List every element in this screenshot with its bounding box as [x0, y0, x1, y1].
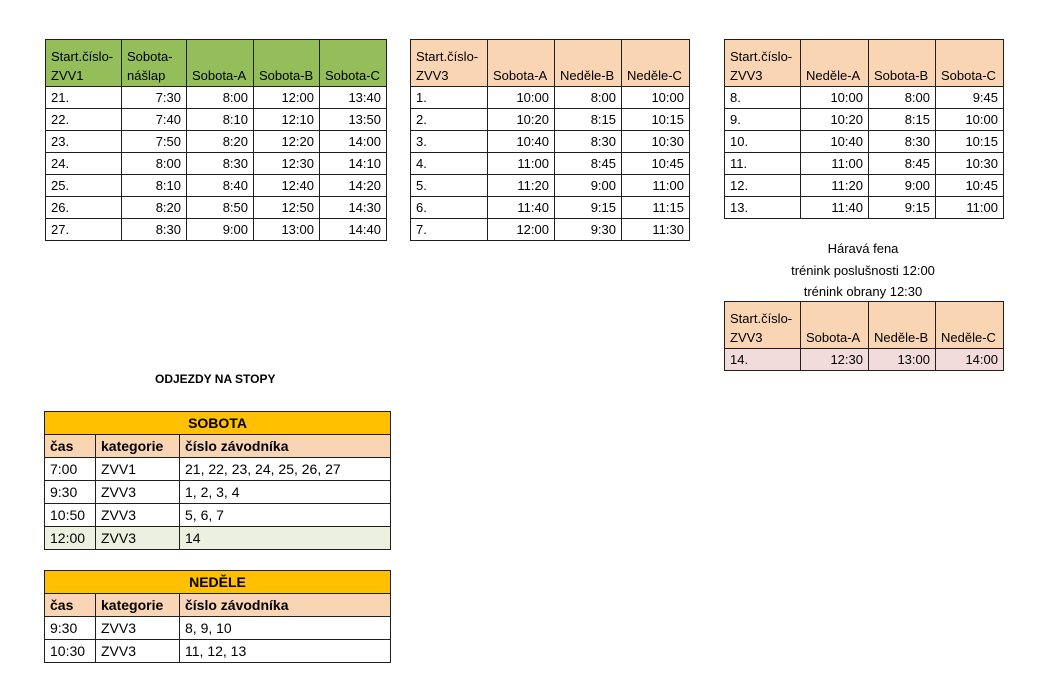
category-cell: ZVV3	[96, 640, 180, 663]
header-cell: Neděle-C	[622, 40, 690, 87]
column-header-row	[45, 435, 391, 458]
header-cell: Start.číslo-ZVV3	[725, 302, 801, 349]
start-number: 11.	[725, 153, 801, 175]
time-cell: 10:30	[936, 153, 1004, 175]
time-cell: 13:00	[254, 219, 320, 241]
time-cell: 14:40	[320, 219, 387, 241]
time-cell: 9:00	[187, 219, 254, 241]
table-row	[411, 153, 690, 175]
start-number: 5.	[411, 175, 488, 197]
table-row	[46, 87, 387, 109]
category-cell: ZVV1	[96, 458, 180, 481]
column-header: číslo závodníka	[180, 594, 391, 617]
time-cell: 10:00	[936, 109, 1004, 131]
time-cell: 7:40	[122, 109, 187, 131]
time-cell: 11:00	[488, 153, 555, 175]
time-cell: 10:00	[488, 87, 555, 109]
time-cell: 9:15	[869, 197, 936, 219]
time-cell: 8:45	[555, 153, 622, 175]
table-row	[411, 219, 690, 241]
competitor-numbers: 5, 6, 7	[180, 504, 391, 527]
time-cell: 8:15	[555, 109, 622, 131]
category-cell: ZVV3	[96, 504, 180, 527]
time-cell: 12:30	[254, 153, 320, 175]
table-row	[46, 131, 387, 153]
start-number: 22.	[46, 109, 122, 131]
time-cell: 10:20	[488, 109, 555, 131]
header-cell: Start.číslo-ZVV3	[411, 40, 488, 87]
time-cell: 8:30	[187, 153, 254, 175]
zvv1-start-table	[45, 39, 387, 241]
time-cell: 13:00	[869, 349, 936, 371]
header-cell: Sobota-A	[187, 40, 254, 87]
time-cell: 8:20	[122, 197, 187, 219]
category-cell: ZVV3	[96, 527, 180, 550]
start-number: 26.	[46, 197, 122, 219]
time-cell: 12:20	[254, 131, 320, 153]
header-cell: Start.číslo-ZVV3	[725, 40, 801, 87]
start-number: 14.	[725, 349, 801, 371]
zvv3-start-table-1	[410, 39, 690, 241]
zvv3-start-table-3	[724, 301, 1004, 371]
time-cell: 8:50	[187, 197, 254, 219]
start-number: 10.	[725, 131, 801, 153]
table-row	[725, 153, 1004, 175]
time-cell: 11:00	[936, 197, 1004, 219]
time-cell: 8:00	[122, 153, 187, 175]
header-cell: Sobota-nášlap	[122, 40, 187, 87]
table-row	[725, 109, 1004, 131]
time-cell: 10:40	[488, 131, 555, 153]
time-cell: 8:45	[869, 153, 936, 175]
table-row	[725, 349, 1004, 371]
time-cell: 7:30	[122, 87, 187, 109]
header-cell: Neděle-A	[801, 40, 869, 87]
schedule-title: SOBOTA	[45, 412, 391, 435]
competitor-numbers: 21, 22, 23, 24, 25, 26, 27	[180, 458, 391, 481]
category-cell: ZVV3	[96, 617, 180, 640]
start-number: 23.	[46, 131, 122, 153]
time-cell: 10:45	[622, 153, 690, 175]
header-cell: Neděle-C	[936, 302, 1004, 349]
time-cell: 8:30	[122, 219, 187, 241]
time-cell: 11:40	[488, 197, 555, 219]
header-cell: Sobota-A	[801, 302, 869, 349]
column-header: čas	[45, 594, 96, 617]
start-number: 21.	[46, 87, 122, 109]
header-cell: Sobota-A	[488, 40, 555, 87]
time-cell: 10:40	[801, 131, 869, 153]
start-number: 4.	[411, 153, 488, 175]
start-number: 12.	[725, 175, 801, 197]
time-cell: 8:10	[187, 109, 254, 131]
time-cell: 7:50	[122, 131, 187, 153]
table-row	[46, 197, 387, 219]
start-number: 8.	[725, 87, 801, 109]
column-header-row	[45, 594, 391, 617]
header-cell: Neděle-B	[869, 302, 936, 349]
table-row	[46, 109, 387, 131]
table-row	[725, 175, 1004, 197]
table-row	[411, 175, 690, 197]
table-row	[46, 153, 387, 175]
start-number: 9.	[725, 109, 801, 131]
time-cell: 12:50	[254, 197, 320, 219]
table-row	[411, 131, 690, 153]
start-number: 2.	[411, 109, 488, 131]
table-row	[411, 197, 690, 219]
table-row	[725, 197, 1004, 219]
time-cell: 9:45	[936, 87, 1004, 109]
time-cell: 11:00	[801, 153, 869, 175]
time-cell: 12:40	[254, 175, 320, 197]
start-number: 1.	[411, 87, 488, 109]
time-cell: 11:20	[488, 175, 555, 197]
time-cell: 9:15	[555, 197, 622, 219]
header-cell: Sobota-B	[869, 40, 936, 87]
table-row	[45, 617, 391, 640]
time-cell: 12:10	[254, 109, 320, 131]
time-cell: 8:10	[122, 175, 187, 197]
time-cell: 8:00	[555, 87, 622, 109]
table-row	[46, 219, 387, 241]
time-cell: 8:00	[869, 87, 936, 109]
time-cell: 10:00	[622, 87, 690, 109]
time-cell: 8:30	[869, 131, 936, 153]
time-cell: 8:20	[187, 131, 254, 153]
sunday-schedule	[44, 570, 391, 663]
time-cell: 11:20	[801, 175, 869, 197]
column-header: čas	[45, 435, 96, 458]
time-cell: 8:40	[187, 175, 254, 197]
time-cell: 10:30	[622, 131, 690, 153]
start-number: 7.	[411, 219, 488, 241]
header-cell: Sobota-C	[320, 40, 387, 87]
table-row	[46, 175, 387, 197]
category-cell: ZVV3	[96, 481, 180, 504]
column-header: číslo závodníka	[180, 435, 391, 458]
note-line-1: Háravá fena	[827, 241, 899, 256]
note-line-3: trénink obrany 12:30	[803, 284, 923, 299]
table-row	[45, 504, 391, 527]
time-cell: 11:00	[622, 175, 690, 197]
start-number: 6.	[411, 197, 488, 219]
start-number: 25.	[46, 175, 122, 197]
time-cell: 8:15	[869, 109, 936, 131]
competitor-numbers: 11, 12, 13	[180, 640, 391, 663]
header-cell: Neděle-B	[555, 40, 622, 87]
time-cell: 7:00	[45, 458, 96, 481]
time-cell: 8:30	[555, 131, 622, 153]
competitor-numbers: 1, 2, 3, 4	[180, 481, 391, 504]
time-cell: 9:30	[45, 617, 96, 640]
time-cell: 14:00	[320, 131, 387, 153]
competitor-numbers: 14	[180, 527, 391, 550]
time-cell: 13:50	[320, 109, 387, 131]
header-cell: Start.číslo-ZVV1	[46, 40, 122, 87]
competitor-numbers: 8, 9, 10	[180, 617, 391, 640]
time-cell: 10:45	[936, 175, 1004, 197]
table-row	[45, 640, 391, 663]
time-cell: 14:30	[320, 197, 387, 219]
table-row	[725, 131, 1004, 153]
start-number: 13.	[725, 197, 801, 219]
time-cell: 14:10	[320, 153, 387, 175]
table-row	[45, 527, 391, 550]
table-row	[45, 481, 391, 504]
time-cell: 10:20	[801, 109, 869, 131]
time-cell: 10:15	[622, 109, 690, 131]
time-cell: 12:00	[488, 219, 555, 241]
header-cell: Sobota-B	[254, 40, 320, 87]
table-row	[411, 109, 690, 131]
time-cell: 14:00	[936, 349, 1004, 371]
time-cell: 9:30	[45, 481, 96, 504]
time-cell: 14:20	[320, 175, 387, 197]
start-number: 27.	[46, 219, 122, 241]
start-number: 3.	[411, 131, 488, 153]
time-cell: 9:00	[869, 175, 936, 197]
zvv3-start-table-2	[724, 39, 1004, 219]
start-number: 24.	[46, 153, 122, 175]
table-row	[411, 87, 690, 109]
time-cell: 12:30	[801, 349, 869, 371]
time-cell: 12:00	[45, 527, 96, 550]
time-cell: 13:40	[320, 87, 387, 109]
table-row	[725, 87, 1004, 109]
time-cell: 11:30	[622, 219, 690, 241]
time-cell: 11:15	[622, 197, 690, 219]
time-cell: 10:00	[801, 87, 869, 109]
column-header: kategorie	[96, 594, 180, 617]
time-cell: 11:40	[801, 197, 869, 219]
header-cell: Sobota-C	[936, 40, 1004, 87]
time-cell: 10:15	[936, 131, 1004, 153]
schedule-title: NEDĚLE	[45, 571, 391, 594]
time-cell: 9:30	[555, 219, 622, 241]
saturday-schedule	[44, 411, 391, 550]
departures-heading: ODJEZDY NA STOPY	[155, 372, 276, 386]
time-cell: 10:30	[45, 640, 96, 663]
time-cell: 8:00	[187, 87, 254, 109]
note-line-2: trénink poslušnosti 12:00	[791, 263, 935, 278]
time-cell: 10:50	[45, 504, 96, 527]
time-cell: 9:00	[555, 175, 622, 197]
table-row	[45, 458, 391, 481]
column-header: kategorie	[96, 435, 180, 458]
time-cell: 12:00	[254, 87, 320, 109]
